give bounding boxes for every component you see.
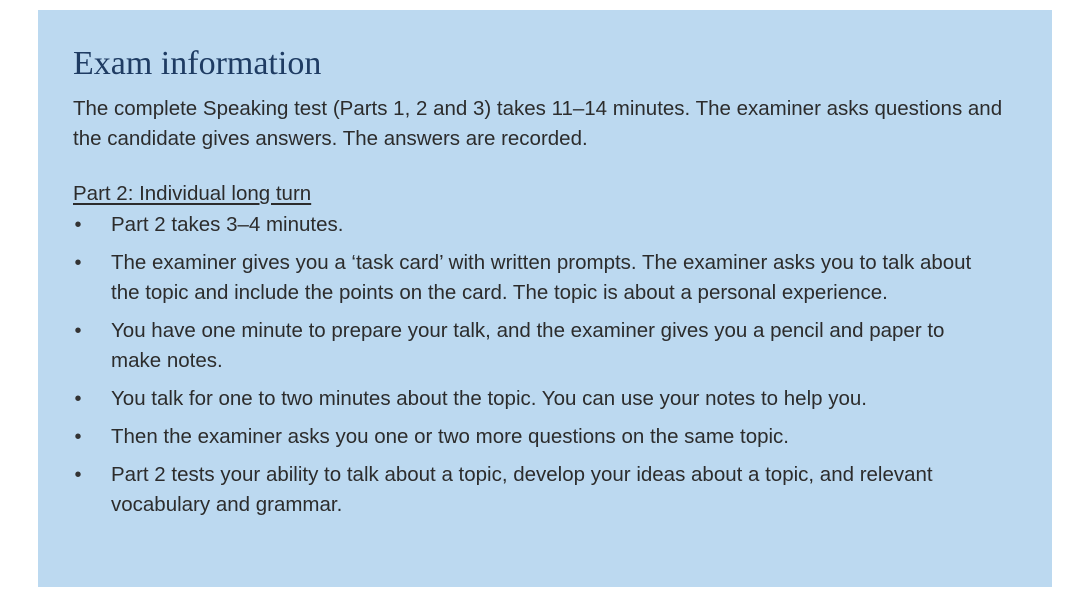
list-item — [73, 316, 981, 376]
list-item-text: Part 2 takes 3–4 minutes. — [111, 213, 344, 236]
bullet-icon: • — [74, 320, 82, 342]
list-item-text: You talk for one to two minutes about the topic. You can use your notes to help you. — [111, 387, 867, 410]
list-item-text: The examiner gives you a ‘task card’ with written prompts. The examiner asks you to talk about the topic and include the points on the card. The topic is about a personal experience. — [111, 251, 972, 304]
list-item — [73, 422, 981, 452]
list-item — [73, 384, 981, 414]
section-heading: Part 2: Individual long turn — [73, 182, 312, 205]
bullet-icon: • — [74, 252, 82, 274]
list-item — [73, 460, 981, 520]
bullet-icon: • — [74, 214, 82, 236]
bullet-icon: • — [74, 464, 82, 486]
bullet-icon: • — [74, 426, 82, 448]
list-item-text: You have one minute to prepare your talk, and the examiner gives you a pencil and paper to make notes. — [111, 319, 945, 372]
list-item-text: Part 2 tests your ability to talk about a topic, develop your ideas about a topic, and relevant vocabulary and grammar. — [111, 463, 933, 516]
list-item — [73, 210, 981, 240]
bullet-icon: • — [74, 388, 82, 410]
list-item-text: Then the examiner asks you one or two more questions on the same topic. — [111, 425, 790, 448]
page-title: Exam information — [73, 45, 322, 82]
list-item — [73, 248, 981, 308]
exam-info-panel — [38, 10, 1052, 587]
bullet-list — [73, 210, 1012, 520]
intro-paragraph: The complete Speaking test (Parts 1, 2 and 3) takes 11–14 minutes. The examiner asks questions and the candidate gives answers. The answers are recorded. — [73, 97, 1003, 150]
